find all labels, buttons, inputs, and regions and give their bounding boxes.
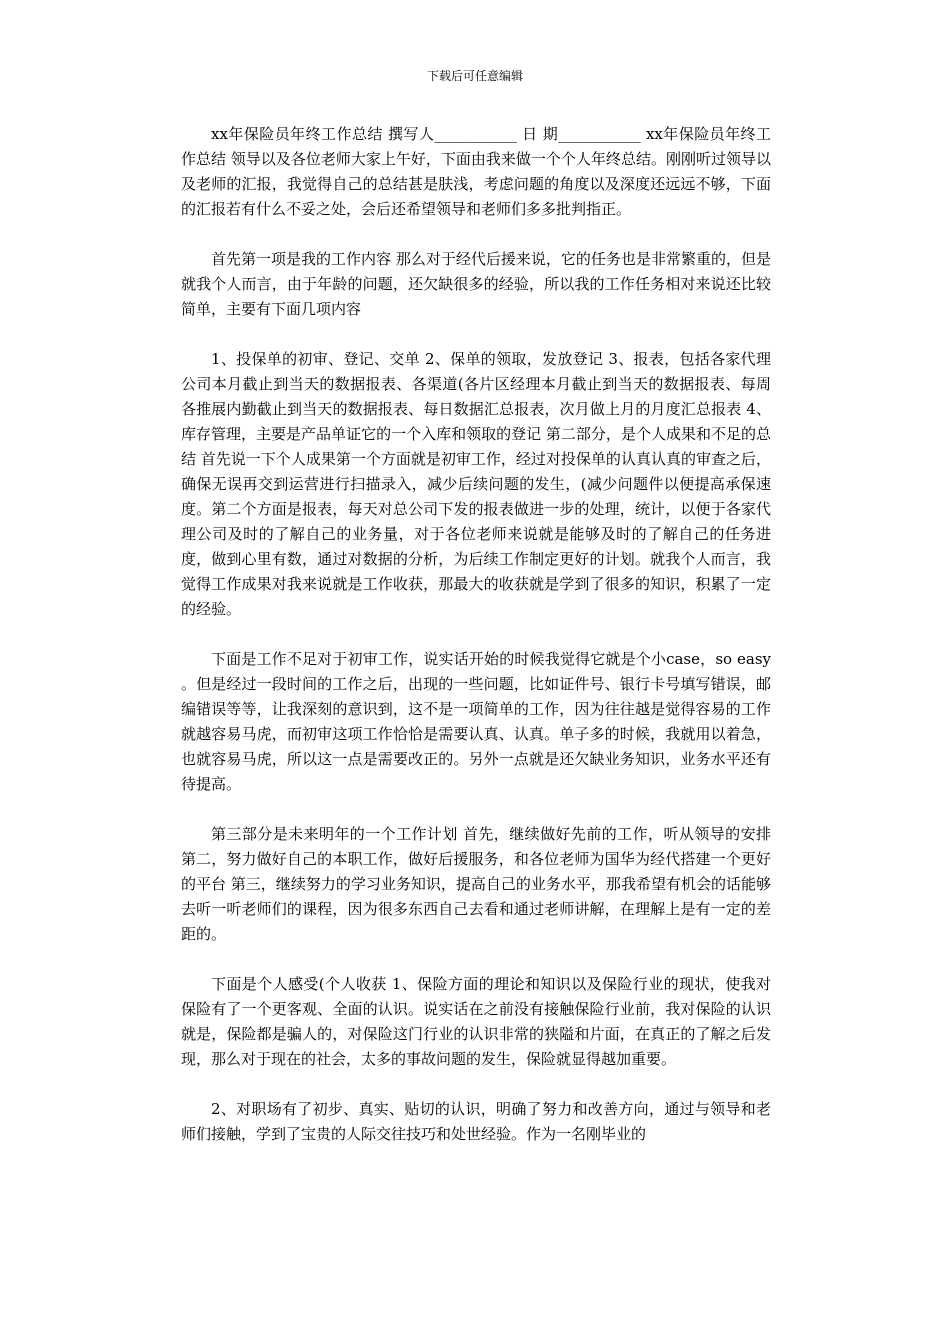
document-body [181,122,771,1172]
paragraph-shortcomings: 下面是工作不足对于初审工作，说实话开始的时候我觉得它就是个小case，so easy 。但是经过一段时间的工作之后，出现的一些问题，比如证件号、银行卡号填写错误，邮编错误等等，让我深刻的意识到，这不是一项简单的工作，因为往往越是觉得容易的工作就越容易马虎，而初审这项工作恰恰是需要认真、认真。单子多的时候，我就用以着急，也就容易马虎，所以这一点是需要改正的。另外一点就是还欠缺业务知识，业务水平还有待提高。 [181,650,771,793]
page-header-note: 下载后可任意编辑 [426,69,523,83]
paragraph-next-year-plan: 第三部分是未来明年的一个工作计划 首先，继续做好先前的工作，听从领导的安排 第二，努力做好自己的本职工作，做好后援服务，和各位老师为国华为经代搭建一个更好的平台 第三，继续努力的学习业务知识，提高自己的业务水平，那我希望有机会的话能够去听一听老师们的课程，因为很多东西自己去看和通过老师讲解，在理解上是有一定的差距的。 [181,825,771,943]
paragraph-personal-feelings: 下面是个人感受(个人收获 1、保险方面的理论和知识以及保险行业的现状，使我对保险有了一个更客观、全面的认识。说实话在之前没有接触保险行业前，我对保险的认识就是，保险都是骗人的，对保险这门行业的认识非常的狭隘和片面，在真正的了解之后发现，那么对于现在的社会，太多的事故问题的发生，保险就显得越加重要。 [181,975,771,1068]
paragraph-workplace-understanding: 2、对职场有了初步、真实、贴切的认识，明确了努力和改善方向，通过与领导和老师们接触，学到了宝贵的人际交往技巧和处世经验。作为一名刚毕业的 [181,1100,771,1143]
paragraph-intro: xx年保险员年终工作总结 撰写人___________ 日 期___________ xx年保险员年终工作总结 领导以及各位老师大家上午好，下面由我来做一个个人年终总结。刚刚听过领导以及老师的汇报，我觉得自己的总结甚是肤浅，考虑问题的角度以及深度还远远不够，下面的汇报若有什么不妥之处，会后还希望领导和老师们多多批判指正。 [181,125,771,218]
paragraph-tasks-and-results: 1、投保单的初审、登记、交单 2、保单的领取，发放登记 3、报表，包括各家代理公司本月截止到当天的数据报表、各渠道(各片区经理本月截止到当天的数据报表、每周各推展内勤截止到当天的数据报表、每日数据汇总报表，次月做上月的月度汇总报表 4、库存管理，主要是产品单证它的一个入库和领取的登记 第二部分，是个人成果和不足的总结 首先说一下个人成果第一个方面就是初审工作，经过对投保单的认真认真的审查之后，确保无误再交到运营进行扫描录入，减少后续问题的发生，(减少问题件以便提高承保速度。第二个方面是报表，每天对总公司下发的报表做进一步的处理，统计，以便于各家代理公司及时的了解自己的业务量，对于各位老师来说就是能够及时的了解自己的任务进度，做到心里有数，通过对数据的分析，为后续工作制定更好的计划。就我个人而言，我觉得工作成果对我来说就是工作收获，那最大的收获就是学到了很多的知识，积累了一定的经验。 [181,350,771,618]
paragraph-work-content: 首先第一项是我的工作内容 那么对于经代后援来说，它的任务也是非常繁重的，但是就我个人而言，由于年龄的问题，还欠缺很多的经验，所以我的工作任务相对来说还比较简单，主要有下面几项内容 [181,250,771,318]
